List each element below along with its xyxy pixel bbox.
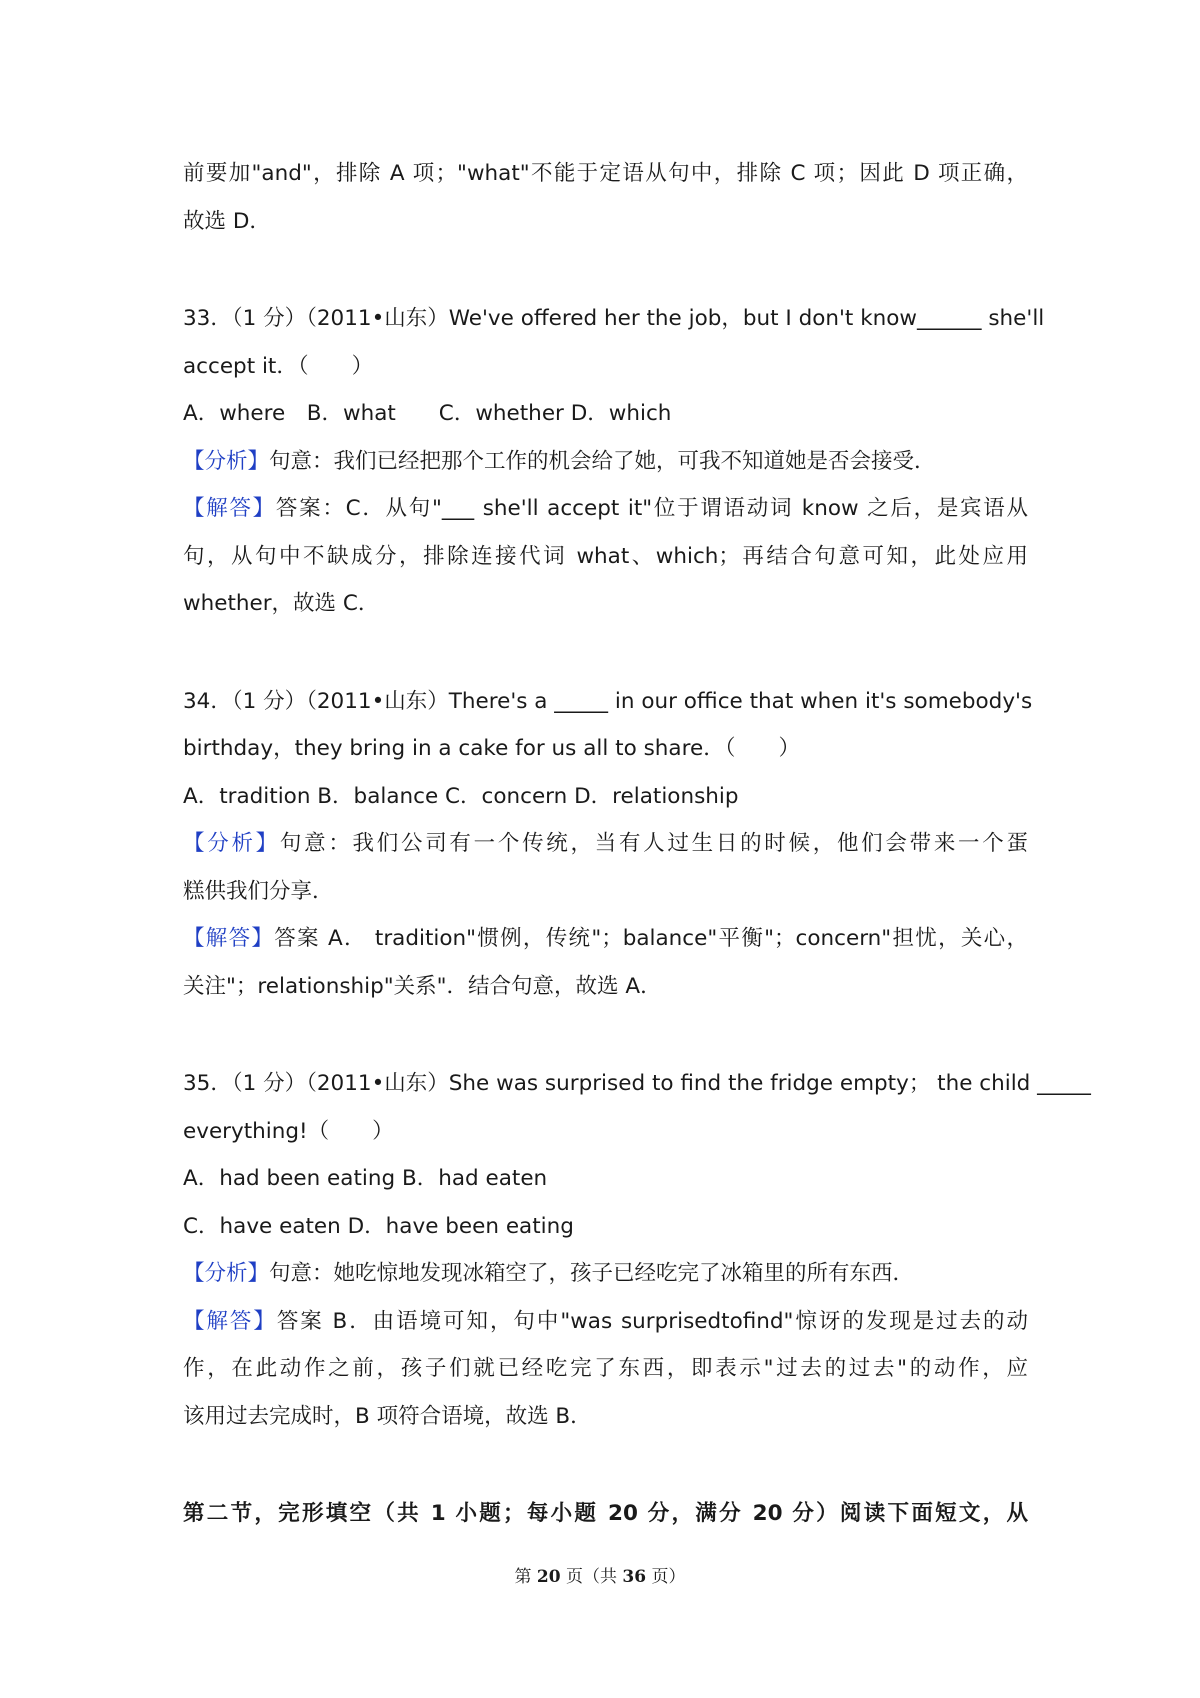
question-stem-line-1: 35．（1 分）（2011•山东）She was surprised to find the fridge empty； the child _____ bbox=[183, 1071, 1091, 1096]
question-stem-line-1: 33．（1 分）（2011•山东）We've offered her the job，but I don't know______ she'll bbox=[183, 306, 1045, 331]
spacer bbox=[183, 1010, 1028, 1060]
analysis-line bbox=[183, 438, 1028, 486]
answer-text: 答案：C．从句"___ she'll accept it"位于谓语动词 know 之后，是宾语从 bbox=[275, 496, 1028, 521]
answer-tag: 【解答】 bbox=[183, 496, 276, 521]
answer-line-1 bbox=[183, 915, 1028, 963]
analysis-line-2: 糕供我们分享． bbox=[183, 878, 334, 904]
analysis-line bbox=[183, 1250, 1028, 1298]
footer-total-pages: 36 bbox=[622, 1567, 647, 1587]
section-heading: 第二节，完形填空（共 1 小题；每小题 20 分，满分 20 分）阅读下面短文，从 bbox=[183, 1501, 1028, 1526]
question-options: A．where B．what C．whether D．which bbox=[183, 401, 672, 426]
question-stem-line-2: everything!（ ） bbox=[183, 1118, 394, 1144]
spacer bbox=[183, 628, 1028, 678]
question-stem-line-1: 34．（1 分）（2011•山东）There's a _____ in our office that when it's somebody's bbox=[183, 688, 1033, 714]
answer-line-1 bbox=[183, 485, 1028, 533]
answer-tag: 【解答】 bbox=[183, 1308, 277, 1334]
question-stem-line-2: accept it．（ ） bbox=[183, 353, 374, 379]
question-33 bbox=[183, 295, 1045, 628]
footer-middle: 页（共 bbox=[560, 1567, 623, 1587]
analysis-tag: 【分析】 bbox=[183, 831, 280, 856]
answer-line-2: 作，在此动作之前，孩子们就已经吃完了东西，即表示"过去的过去"的动作，应 bbox=[183, 1356, 1028, 1381]
analysis-text: 句意：我们已经把那个工作的机会给了她，可我不知道她是否会接受． bbox=[269, 448, 936, 474]
question-options-line-2: C．have eaten D．have been eating bbox=[183, 1213, 574, 1239]
answer-text: 答案 A． tradition"惯例，传统"；balance"平衡"；concern"担忧，关心， bbox=[274, 926, 1028, 951]
question-stem-line-2: birthday，they bring in a cake for us all to share．（ ） bbox=[183, 736, 800, 761]
footer-prefix: 第 bbox=[514, 1567, 537, 1587]
answer-tag: 【解答】 bbox=[183, 926, 275, 951]
question-options-line-1: A．had been eating B．had eaten bbox=[183, 1166, 548, 1191]
footer-page-number: 20 bbox=[536, 1567, 561, 1587]
document-page bbox=[183, 150, 1091, 1538]
question-options: A．tradition B．balance C．concern D．relationship bbox=[183, 783, 739, 809]
answer-line-2: 关注"；relationship"关系"．结合句意，故选 A． bbox=[183, 973, 662, 999]
answer-line-1 bbox=[183, 1298, 1028, 1346]
answer-line-3: 该用过去完成时，B 项符合语境，故选 B． bbox=[183, 1403, 592, 1429]
question-34 bbox=[183, 678, 1033, 1011]
spacer bbox=[183, 245, 1028, 295]
analysis-text: 句意：我们公司有一个传统，当有人过生日的时候，他们会带来一个蛋 bbox=[279, 831, 1028, 856]
answer-text: 答案 B．由语境可知，句中"was surprisedtofind"惊讶的发现是过去的动 bbox=[276, 1308, 1028, 1334]
analysis-tag: 【分析】 bbox=[183, 1261, 270, 1286]
question-35 bbox=[183, 1060, 1091, 1440]
answer-line-3: whether，故选 C． bbox=[183, 591, 380, 616]
analysis-line-1 bbox=[183, 820, 1028, 868]
page-footer bbox=[0, 1562, 1200, 1587]
prev-answer-line-1: 前要加"and"，排除 A 项；"what"不能于定语从句中，排除 C 项；因此 D 项正确， bbox=[183, 161, 1028, 186]
spacer bbox=[183, 1440, 1028, 1490]
analysis-tag: 【分析】 bbox=[183, 448, 270, 474]
analysis-text: 句意：她吃惊地发现冰箱空了，孩子已经吃完了冰箱里的所有东西． bbox=[269, 1261, 915, 1286]
answer-line-2: 句，从句中不缺成分，排除连接代词 what、which；再结合句意可知，此处应用 bbox=[183, 543, 1028, 569]
footer-suffix: 页） bbox=[646, 1567, 686, 1587]
prev-answer-line-2: 故选 D． bbox=[183, 208, 271, 234]
